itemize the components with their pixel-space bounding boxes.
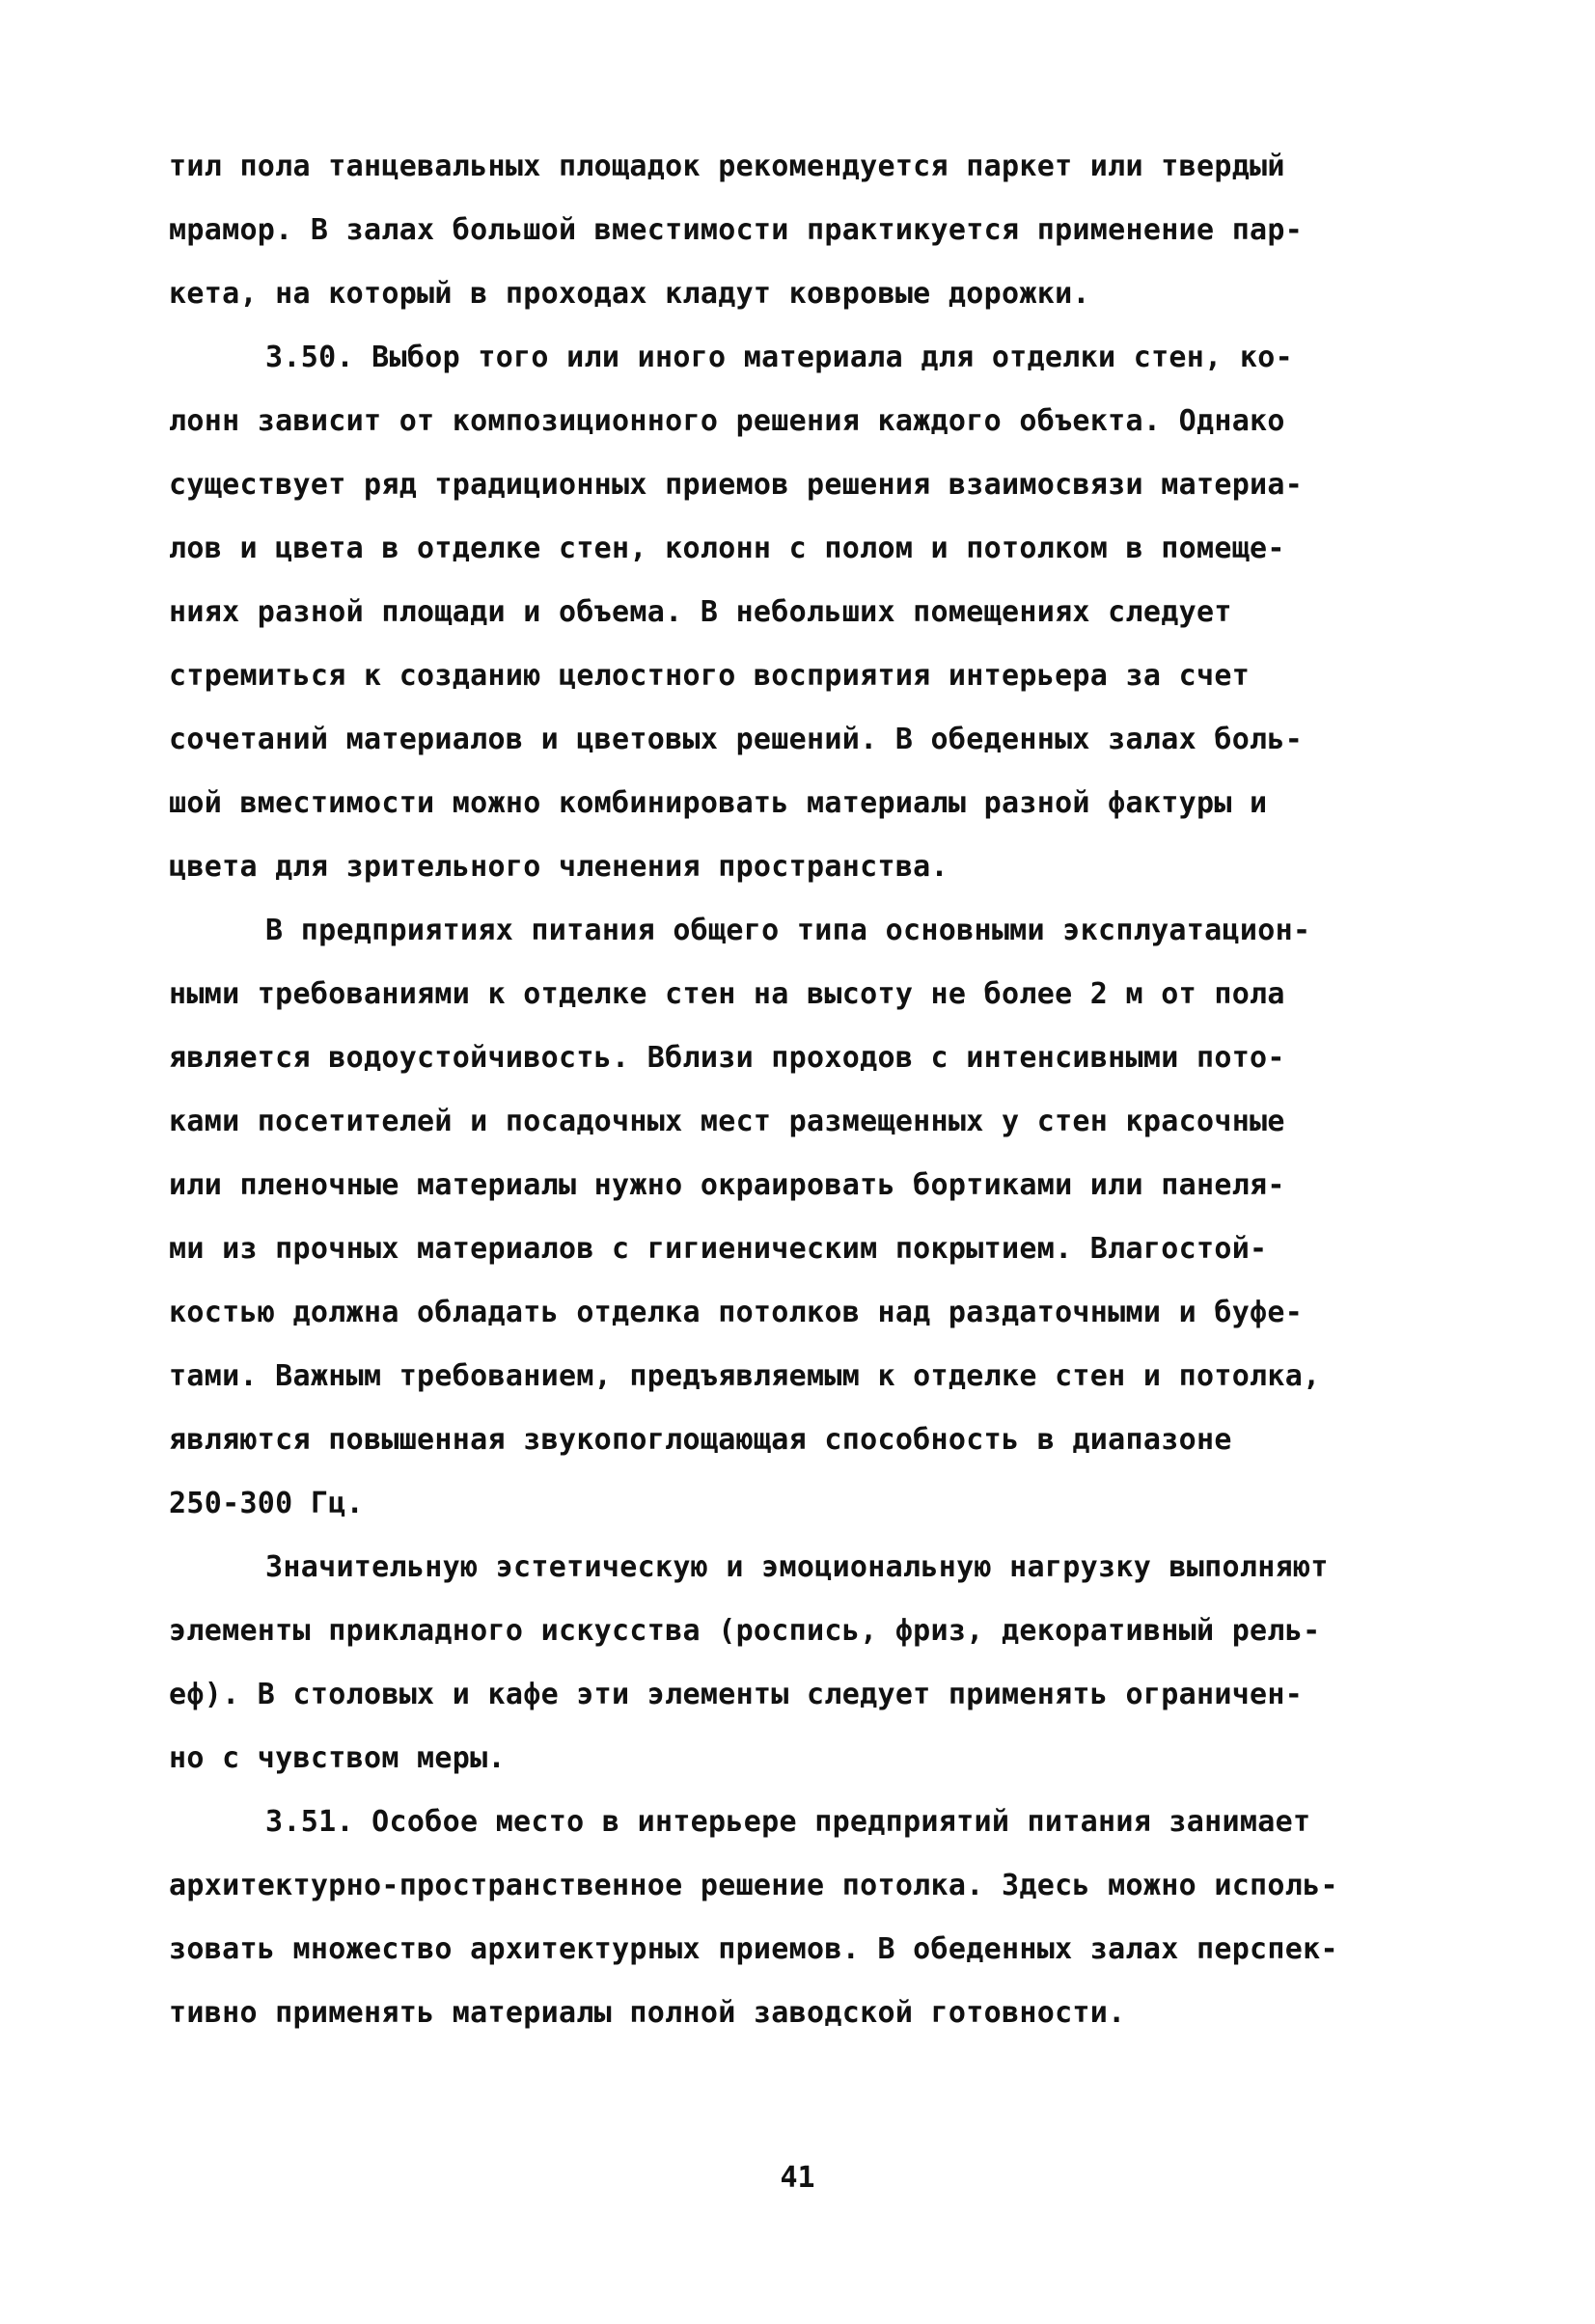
- text-line: тивно применять материалы полной заводской готовности.: [169, 1996, 1126, 2030]
- text-line: тами. Важным требованием, предъявляемым к отделке стен и потолка,: [169, 1359, 1321, 1393]
- text-line: или пленочные материалы нужно окраировать бортиками или панеля-: [169, 1168, 1285, 1202]
- text-line: шой вместимости можно комбинировать материалы разной фактуры и: [169, 786, 1268, 820]
- text-line: ми из прочных материалов с гигиеническим покрытием. Влагостой-: [169, 1232, 1268, 1266]
- text-line: 250-300 Гц.: [169, 1487, 364, 1520]
- text-line: являются повышенная звукопоглощающая способность в диапазоне: [169, 1423, 1232, 1457]
- text-line: зовать множество архитектурных приемов. В обеденных залах перспек-: [169, 1932, 1338, 1966]
- text-line: ниях разной площади и объема. В небольших помещениях следует: [169, 595, 1232, 629]
- text-line: элементы прикладного искусства (роспись, фриз, декоративный рель-: [169, 1614, 1321, 1648]
- text-line: стремиться к созданию целостного восприятия интерьера за счет: [169, 659, 1251, 693]
- text-line: является водоустойчивость. Вблизи проходов с интенсивными пото-: [169, 1041, 1285, 1075]
- text-line: мрамор. В залах большой вместимости практикуется применение пар-: [169, 213, 1304, 247]
- paragraph: [169, 1536, 1462, 1791]
- body-text: [169, 135, 1462, 2045]
- paragraph: [169, 1791, 1462, 2045]
- page-number: 41: [780, 2161, 815, 2195]
- text-line: еф). В столовых и кафе эти элементы следует применять ограничен-: [169, 1678, 1304, 1711]
- paragraph: [169, 899, 1462, 1536]
- text-line: ками посетителей и посадочных мест размещенных у стен красочные: [169, 1105, 1285, 1138]
- paragraph: [169, 135, 1462, 326]
- text-line: костью должна обладать отделка потолков над раздаточными и буфе-: [169, 1296, 1304, 1329]
- text-line: сочетаний материалов и цветовых решений. В обеденных залах боль-: [169, 723, 1304, 756]
- paragraph: [169, 326, 1462, 899]
- text-line: ными требованиями к отделке стен на высоту не более 2 м от пола: [169, 977, 1285, 1011]
- text-line: 3.50. Выбор того или иного материала для отделки стен, ко-: [265, 341, 1293, 374]
- text-line: 3.51. Особое место в интерьере предприятий питания занимает: [265, 1805, 1311, 1839]
- text-line: В предприятиях питания общего типа основными эксплуатацион-: [265, 914, 1311, 947]
- text-line: архитектурно-пространственное решение потолка. Здесь можно исполь-: [169, 1869, 1338, 1902]
- text-line: лов и цвета в отделке стен, колонн с полом и потолком в помеще-: [169, 532, 1285, 565]
- text-line: лонн зависит от композиционного решения каждого объекта. Однако: [169, 404, 1285, 438]
- text-line: цвета для зрительного членения пространства.: [169, 850, 949, 884]
- text-line: кета, на который в проходах кладут ковровые дорожки.: [169, 277, 1090, 311]
- text-line: тил пола танцевальных площадок рекомендуется паркет или твердый: [169, 150, 1285, 183]
- text-line: Значительную эстетическую и эмоциональную нагрузку выполняют: [265, 1550, 1329, 1584]
- text-line: но с чувством меры.: [169, 1741, 506, 1775]
- text-line: существует ряд традиционных приемов решения взаимосвязи материа-: [169, 468, 1304, 502]
